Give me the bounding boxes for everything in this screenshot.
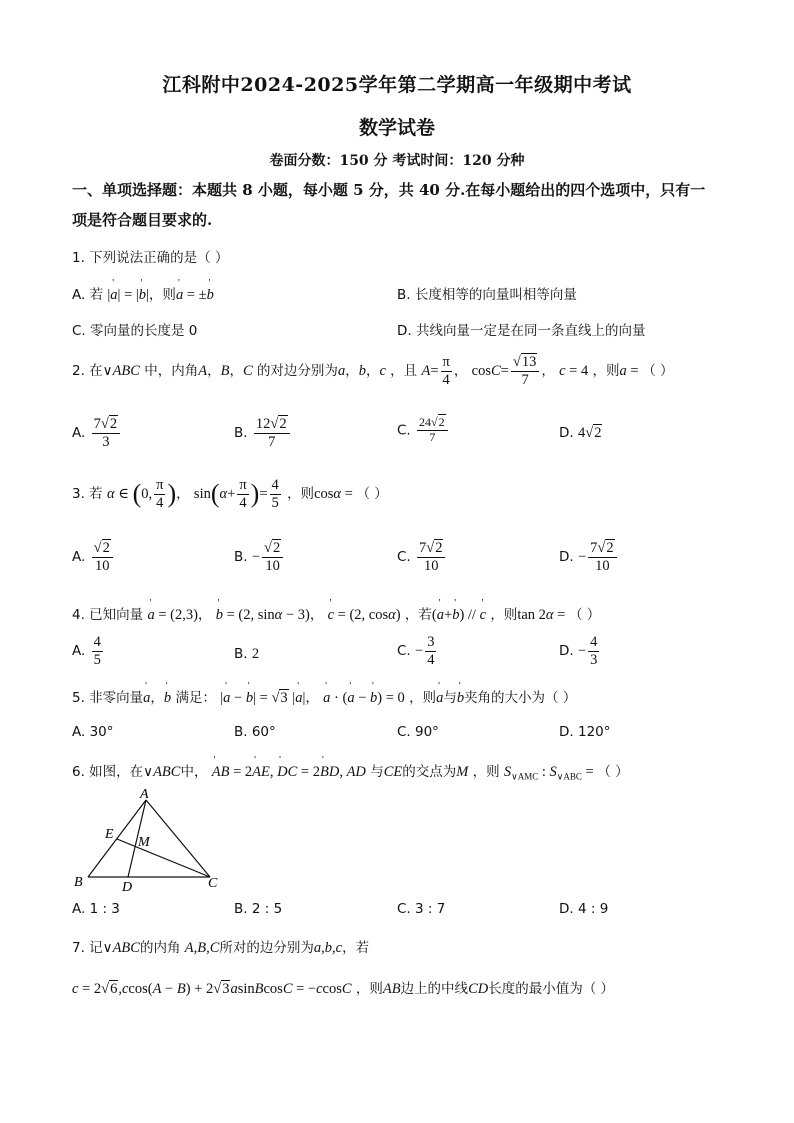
edge-ac [146,800,210,877]
cevian-ce [117,839,210,877]
question-3-option-d: D. − $\frac{7√2}{10}$ [559,540,619,574]
section-heading-line1: 一、单项选择题：本题共 8 小题，每小题 5 分，共 40 分.在每小题给出的四个选项中，只有一 [72,181,706,199]
question-2-stem: 2. 在∨ABC 中，内角A，B，C 的对边分别为a，b，c ，且 A= $\frac{\pi}{4}$ ， cosC= $\frac{√13}{7}$ ， c = 4 ，则a = （ ） [72,354,674,388]
school-title: 江科附中2024-2025学年第二学期高一年级期中考试 [162,74,632,96]
question-5-option-a: A. 30° [72,724,114,740]
question-3-stem: 3. 若 α ∈ (0, $\frac{\pi}{4}$ )， sin(α+ $\frac{\pi}{4}$ )= $\frac{4}{5}$ ，则cosα = （ ） [72,477,388,511]
question-5-option-d: D. 120° [559,724,611,740]
question-3-option-a: A. $\frac{√2}{10}$ [72,540,115,574]
question-2-option-b: B. $\frac{12√2}{7}$ [234,416,292,450]
question-2-option-a: A. $\frac{7√2}{3}$ [72,416,122,450]
question-1-option-b: B. 长度相等的向量叫相等向量 [397,287,577,303]
label-e: E [105,827,114,842]
question-4-option-a: A. $\frac{4}{5}$ [72,634,101,668]
label-a: A [140,787,149,802]
question-6-stem: 6. 如图，在∨ABC中， ' AB = 2' AE, ' DC = 2' BD, AD 与CE的交点为M ，则 $S_{\vee AMC}$ : $S_{\vee ABC}$ = （ ） [72,760,629,783]
question-7-stem-line1: 7. 记∨ABC的内角 A,B,C所对的边分别为a,b,c，若 [72,940,370,956]
question-4-stem: 4. 已知向量 ' a = (2,3)， ' b = (2, sinα − 3)， ' c = (2, cosα) ，若(' a+' b) // ' c ，则tan 2α = （ ） [72,603,600,624]
question-3-option-c: C. $\frac{7√2}{10}$ [397,540,447,574]
question-1-stem: 1. 下列说法正确的是（ ） [72,250,229,266]
triangle-figure [70,786,230,896]
question-7-stem-line2: c = 2√6,ccos(A − B) + 2√3asinBcosC = −ccosC ，则AB边上的中线CD长度的最小值为（ ） [72,981,615,997]
question-6-option-b: B. 2 : 5 [234,901,283,917]
question-3-option-b: B. − $\frac{√2}{10}$ [234,540,285,574]
question-2-option-c: C. $\frac{24√2}{7}$ [397,416,450,445]
label-b: B [74,875,83,890]
question-6-option-a: A. 1 : 3 [72,901,120,917]
label-d: D [122,880,133,895]
section-heading-line2: 项是符合题目要求的. [72,211,213,229]
exam-info: 卷面分数：150 分 考试时间：120 分种 [269,153,525,169]
question-6-option-c: C. 3 : 7 [397,901,446,917]
question-1-option-a: A. 若 |' a| = |' b|，则' a = ±' b [72,283,214,304]
question-4-option-d: D. − $\frac{4}{3}$ [559,634,598,668]
question-5-option-c: C. 90° [397,724,439,740]
question-2-option-d: D. 4√2 [559,425,602,441]
label-m: M [138,835,150,850]
subject-title: 数学试卷 [358,117,435,139]
question-4-option-b: B. 2 [234,646,260,662]
label-c: C [208,876,218,891]
question-6-option-d: D. 4 : 9 [559,901,609,917]
question-5-option-b: B. 60° [234,724,276,740]
question-1-option-d: D. 共线向量一定是在同一条直线上的向量 [397,323,646,339]
question-4-option-c: C. − $\frac{3}{4}$ [397,634,435,668]
question-1-option-c: C. 零向量的长度是 0 [72,323,198,339]
question-5-stem: 5. 非零向量' a，' b 满足： |' a − ' b| = √3 |' a|， ' a · (' a − ' b) = 0 ，则' a与' b夹角的大小为（ ） [72,686,576,707]
